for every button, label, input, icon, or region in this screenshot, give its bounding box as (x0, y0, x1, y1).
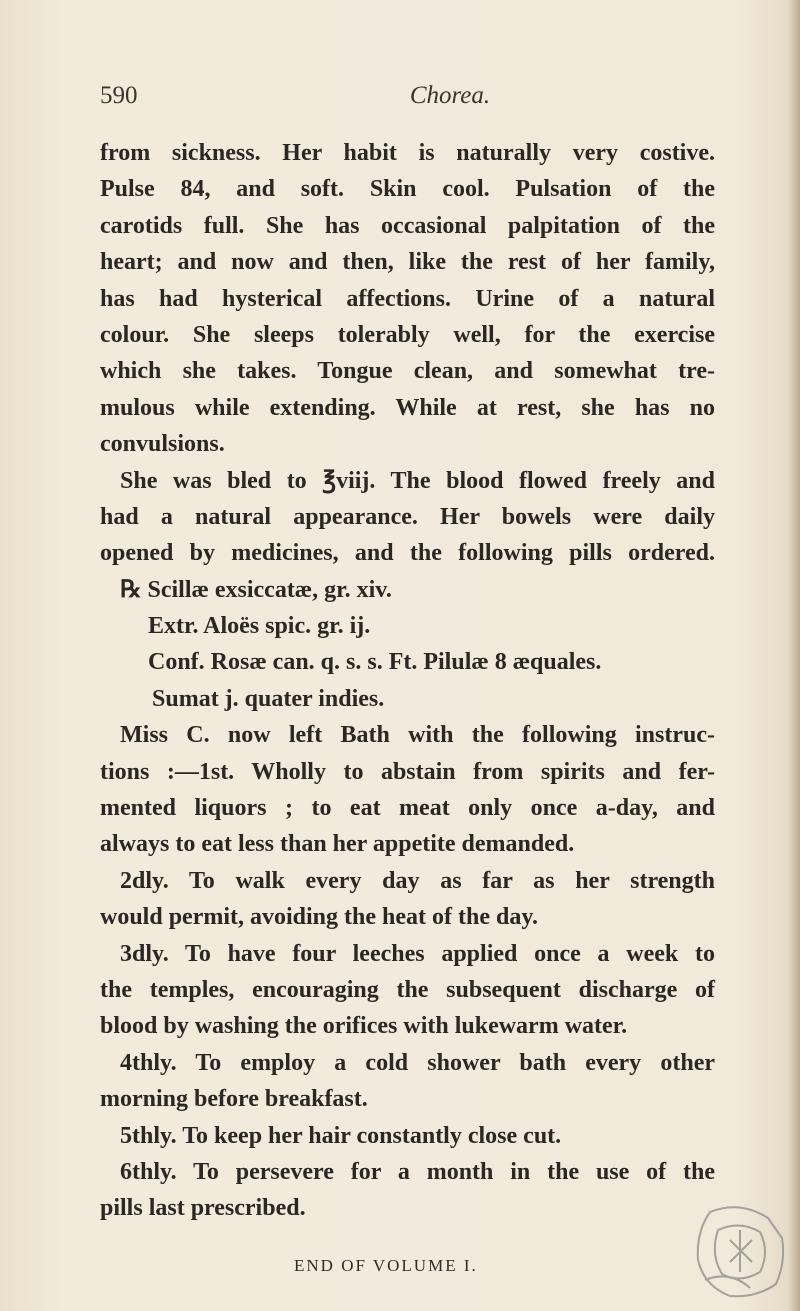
text-line: from sickness. Her habit is naturally very costive. (100, 140, 715, 166)
page-number: 590 (100, 82, 138, 109)
paragraph-third (100, 936, 715, 1045)
text-line: would permit, avoiding the heat of the day. (100, 904, 539, 931)
text-line: 4thly. To employ a cold shower bath every other (120, 1049, 715, 1076)
prescription-line: Extr. Aloës spic. gr. ij. (148, 613, 371, 640)
paragraph-fourth (100, 1045, 715, 1118)
text-line: mulous while extending. While at rest, she has no (100, 394, 715, 421)
text-line: always to eat less than her appetite demanded. (100, 831, 575, 858)
text-line: Miss C. now left Bath with the following instruc- (120, 722, 715, 749)
paragraph-instructions (100, 717, 715, 863)
paragraph-fifth (100, 1118, 715, 1154)
text-line: the temples, encouraging the subsequent discharge of (100, 976, 715, 1003)
text-line: mented liquors ; to eat meat only once a-day, and (100, 795, 715, 822)
text-line: 2dly. To walk every day as far as her strength (120, 867, 715, 894)
running-title: Chorea. (409, 82, 491, 109)
page-header (100, 82, 700, 122)
text-line: pills last prescribed. (100, 1195, 306, 1222)
text-line: carotids full. She has occasional palpitation of the (100, 212, 715, 239)
paragraph-case-notes (100, 135, 715, 463)
prescription-line: ℞ Scillæ exsiccatæ, gr. xiv. (120, 576, 392, 603)
page-edge-shadow (788, 0, 800, 1311)
text-line: morning before breakfast. (100, 1086, 368, 1113)
text-line: convulsions. (100, 431, 225, 458)
text-line: colour. She sleeps tolerably well, for the exercise (100, 321, 715, 348)
text-line: heart; and now and then, like the rest of her family, (100, 249, 715, 276)
text-line: tions :—1st. Wholly to abstain from spirits and fer- (100, 758, 715, 785)
text-line: She was bled to ℥viij. The blood flowed freely and (120, 467, 715, 494)
paragraph-sixth (100, 1154, 715, 1227)
prescription-line: Sumat j. quater indies. (152, 685, 385, 712)
prescription-line: Conf. Rosæ can. q. s. s. Ft. Pilulæ 8 æquales. (148, 649, 602, 676)
text-line: had a natural appearance. Her bowels were daily (100, 503, 715, 530)
text-line: opened by medicines, and the following pills ordered. (100, 540, 715, 567)
text-line: has had hysterical affections. Urine of a natural (100, 285, 715, 312)
text-line: which she takes. Tongue clean, and somewhat tre- (100, 358, 715, 385)
body-text (100, 135, 715, 1227)
paragraph-second (100, 863, 715, 936)
end-of-volume-note: END OF VOLUME I. (294, 1256, 478, 1275)
text-line: 3dly. To have four leeches applied once a week to (120, 940, 715, 967)
prescription-block (100, 572, 715, 718)
text-line: Pulse 84, and soft. Skin cool. Pulsation of the (100, 176, 715, 203)
text-line: 6thly. To persevere for a month in the use of the (120, 1158, 715, 1185)
text-line: 5thly. To keep her hair constantly close cut. (120, 1122, 562, 1149)
library-stamp-icon (690, 1200, 790, 1300)
paragraph-bleeding (100, 463, 715, 572)
text-line: blood by washing the orifices with lukewarm water. (100, 1013, 628, 1040)
